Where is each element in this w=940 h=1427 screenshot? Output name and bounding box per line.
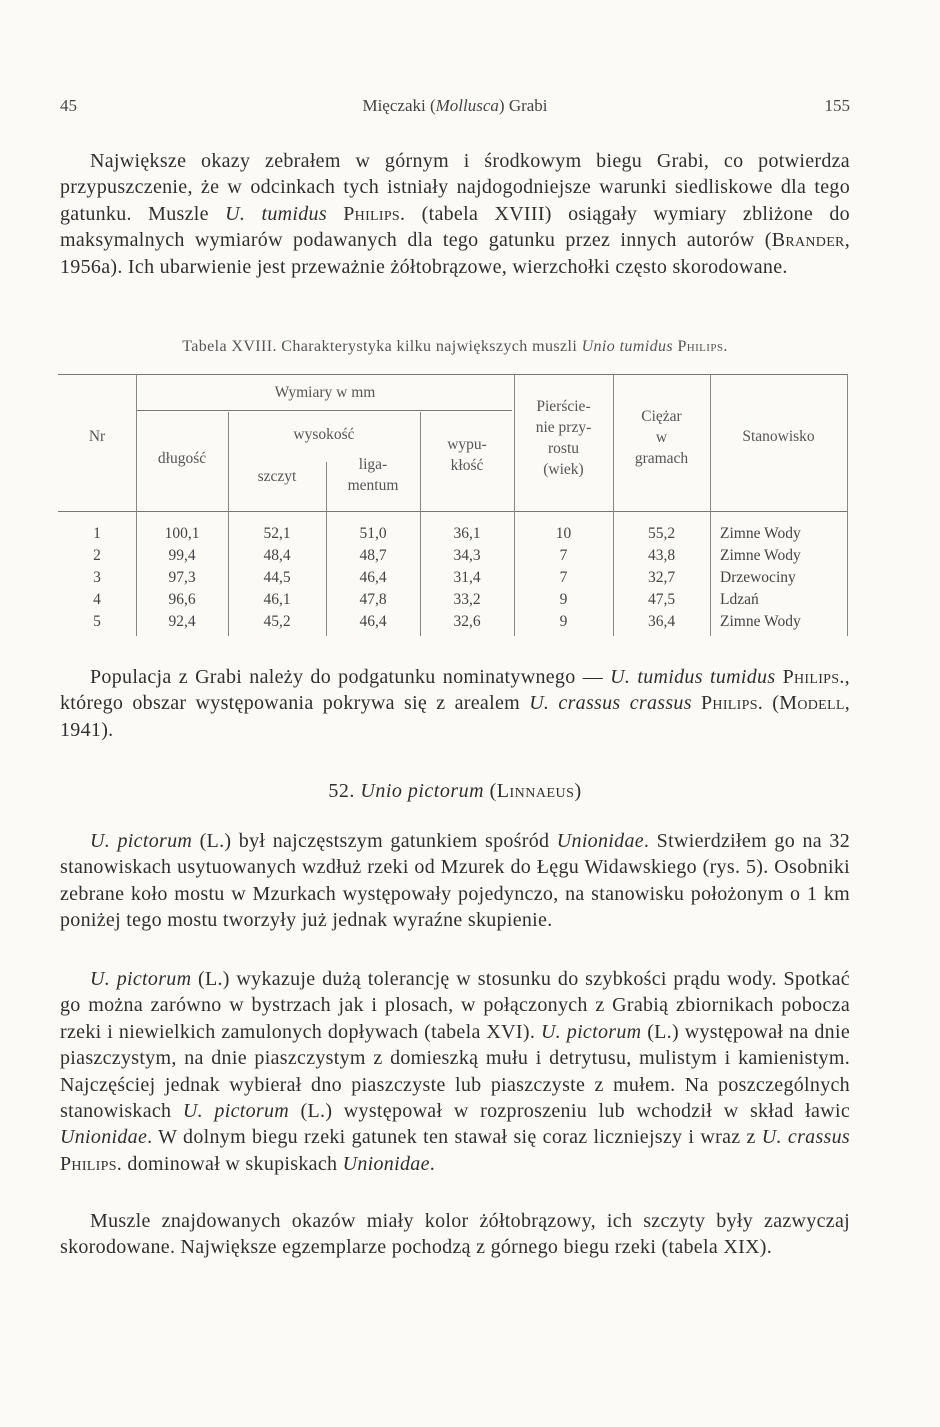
paragraph-5 (60, 1208, 850, 1261)
p2-text-3: . ( (757, 692, 780, 715)
p4-species-3: U. pictorum (182, 1100, 290, 1123)
p4-species-2: U. pictorum (540, 1020, 642, 1043)
p3-species-2: Unionidae (556, 830, 644, 852)
header-rings-line-4: (wiek) (543, 461, 584, 478)
table-cell-convexity: 34,3 (453, 547, 481, 564)
paragraph-1 (60, 148, 850, 280)
p1-text-2: . (tabela XVIII) osiągały wymiary zbliżone do maksymalnych wymiarów podawanych dla tego gatunku przez innych autorów ( (60, 202, 850, 252)
table-cell-length: 97,3 (168, 569, 196, 586)
p2-species-2: U. crassus crassus (529, 692, 692, 715)
header-title-suffix: ) Grabi (498, 96, 548, 115)
header-convexity-line-1: wypu- (447, 436, 487, 453)
table-cell-rings: 7 (559, 569, 568, 586)
p3-text-1: (L.) był najczęstszym gatunkiem spośród (192, 830, 557, 852)
table-cell-weight: 47,5 (647, 591, 676, 608)
table-cell-ligament: 46,4 (359, 569, 387, 586)
table-cell-nr: 5 (93, 613, 101, 630)
table-cell-convexity: 32,6 (453, 613, 481, 630)
header-weight-line-1: Ciężar (641, 408, 682, 425)
table-cell-site: Zimne Wody (720, 613, 801, 630)
table-cell-ligament: 47,8 (359, 591, 387, 608)
section-author: Linnaeus (496, 780, 575, 802)
header-weight-line-2: w (655, 429, 668, 446)
table-cell-site: Zimne Wody (720, 525, 801, 542)
header-ligament-line-2: mentum (347, 477, 399, 494)
table-cell-nr: 3 (93, 569, 101, 586)
header-nr: Nr (88, 428, 106, 445)
header-height: wysokość (293, 426, 355, 443)
header-convexity-line-2: kłość (450, 457, 484, 474)
table-cell-length: 96,6 (168, 591, 196, 608)
table-caption: Tabela XVIII. Charakterystyka kilku największych muszli Unio tumidus Philips. (182, 338, 728, 355)
table-cell-rings: 9 (559, 591, 568, 608)
table-cell-convexity: 31,4 (453, 569, 481, 586)
p4-text-5: . dominował w skupiskach (116, 1152, 343, 1175)
p4-text-3: (L.) występował w rozproszeniu lub wchodził w skład ławic (289, 1100, 850, 1123)
section-number: 52. (328, 780, 361, 802)
p4-species-5: U. crassus (761, 1126, 850, 1149)
table-cell-site: Ldzań (720, 591, 759, 608)
paragraph-4 (60, 966, 850, 1177)
table-cell-ligament: 51,0 (359, 525, 387, 542)
p1-text-3: , 1956a). Ich ubarwienie jest przeważnie żółtobrązowe, wierzchołki często skorodowane. (60, 229, 850, 278)
section-author-open: ( (484, 780, 497, 802)
table-cell-apex: 52,1 (263, 525, 291, 542)
table-cell-rings: 7 (559, 547, 568, 564)
p1-author-2: Brander (771, 229, 845, 252)
p4-text-6: . (429, 1152, 436, 1175)
table-cell-weight: 36,4 (647, 613, 676, 630)
table-caption-author: Philips (677, 338, 724, 355)
p2-author-1: Philips (782, 666, 840, 688)
table-cell-apex: 45,2 (263, 613, 291, 630)
p2-text-1: Populacja z Grabi należy do podgatunku nominatywnego — (90, 666, 611, 688)
p4-text-1: (L.) wykazuje dużą tolerancję w stosunku do szybkości prądu wody. Spotkać go można zarówno w bystrzach jak i plosach, w połączonych z Grabią zbiornikach pobocza rzeki i niewielkich zamulonych dopływach (tabela XVI). (60, 968, 850, 1043)
header-weight-line-3: gramach (634, 450, 689, 467)
table-cell-weight: 55,2 (647, 525, 676, 542)
table-vrule (710, 374, 711, 636)
table-top-rule (58, 374, 848, 375)
header-convexity (420, 434, 514, 476)
header-apex: szczyt (257, 468, 297, 485)
p4-species-1: U. pictorum (90, 968, 192, 990)
header-rings-line-2: nie przy- (535, 419, 592, 436)
p1-text-1: Największe okazy zebrałem w górnym i środkowym biegu Grabi, co potwierdza przypuszczenie, że w odcinkach tych istniały najdogodniejsze warunki siedliskowe dla tego gatunku. Muszle (60, 150, 850, 225)
table-cell-nr: 4 (93, 591, 101, 608)
p3-text-2: . Stwierdziłem go na 32 stanowiskach usytuowanych wzdłuż rzeki od Mzurek do Łęgu Widawskiego (rys. 5). Osobniki zebrane koło mostu w Mzurkach występowały pojedynczo, na stanowisku położonym o 1 km poniżej tego mostu tworzyły już jednak wyraźne skupienie. (60, 830, 850, 932)
table-caption-species: Unio tumidus (581, 338, 674, 355)
table-cell-weight: 43,8 (647, 547, 676, 564)
table-cell-site: Zimne Wody (720, 547, 801, 564)
page-number: 155 (824, 96, 850, 115)
p1-author: Philips (343, 202, 401, 225)
p5-text-1: Muszle znajdowanych okazów miały kolor żółtobrązowy, ich szczyty były zazwyczaj skorodowane. Największe egzemplarze pochodzą z górnego biegu rzeki (tabela XIX). (60, 1210, 850, 1259)
header-site: Stanowisko (742, 428, 815, 445)
header-title (60, 96, 850, 116)
table-caption-text: Tabela XVIII. Charakterystyka kilku największych muszli (182, 338, 582, 355)
p4-species-6: Unionidae (342, 1152, 430, 1175)
table-cell-nr: 1 (93, 525, 101, 542)
p2-text-2: ., którego obszar występowania pokrywa się z arealem (60, 666, 850, 715)
table-cell-length: 92,4 (168, 613, 196, 630)
header-title-italic: Mollusca (435, 96, 499, 115)
table-cell-length: 100,1 (164, 525, 200, 542)
table-vrule (847, 374, 848, 636)
p2-species-1: U. tumidus tumidus (610, 666, 776, 688)
table-cell-apex: 48,4 (263, 547, 291, 564)
table-cell-nr: 2 (93, 547, 101, 564)
header-weight (613, 406, 710, 469)
header-length: długość (157, 450, 207, 467)
table-cell-ligament: 48,7 (359, 547, 387, 564)
table-cell-length: 99,4 (168, 547, 196, 564)
header-title-prefix: Mięczaki ( (362, 96, 436, 115)
p1-species: U. tumidus (225, 202, 327, 225)
section-heading (60, 780, 850, 803)
p4-author-5: Philips (60, 1152, 117, 1175)
paragraph-2 (60, 664, 850, 743)
header-rings-line-1: Pierście- (536, 398, 591, 415)
section-species: Unio pictorum (360, 780, 485, 802)
paragraph-3 (60, 828, 850, 934)
header-ligament (326, 454, 420, 496)
table-cell-convexity: 33,2 (453, 591, 481, 608)
p3-species-1: U. pictorum (90, 830, 193, 852)
p4-species-4: Unionidae (60, 1126, 148, 1149)
section-author-close: ) (574, 780, 582, 802)
p4-text-2: (L.) występował na dnie piaszczystym, na dnie piaszczystym z domieszką mułu i detrytusu, mulistym i kamienistym. Najczęściej jednak wybierał dno piaszczyste lub piaszczyste z mułem. Na poszczególnych stanowiskach (60, 1020, 850, 1123)
p2-author-2: Philips (701, 692, 758, 715)
p2-text-4: , 1941). (60, 692, 851, 741)
table-cell-apex: 46,1 (263, 591, 291, 608)
table-cell-convexity: 36,1 (453, 525, 481, 542)
header-rings (514, 396, 613, 480)
table-cell-site: Drzewociny (720, 569, 796, 586)
table-cell-weight: 32,7 (647, 569, 676, 586)
table-cell-apex: 44,5 (263, 569, 291, 586)
p4-text-4: . W dolnym biegu rzeki gatunek ten stawał się coraz liczniejszy i wraz z (147, 1126, 762, 1149)
table-cell-rings: 9 (559, 613, 568, 630)
table-cell-rings: 10 (555, 525, 572, 542)
header-ligament-line-1: liga- (358, 456, 388, 473)
data-table (58, 370, 850, 640)
running-header (60, 96, 850, 120)
table-header-rule (58, 511, 848, 512)
table-dimensions-rule (136, 410, 512, 411)
p2-author-3: Modell (779, 692, 845, 715)
table-cell-ligament: 46,4 (359, 613, 387, 630)
header-dimensions: Wymiary w mm (274, 384, 376, 401)
header-left-number: 45 (60, 96, 77, 115)
header-rings-line-3: rostu (548, 440, 579, 457)
